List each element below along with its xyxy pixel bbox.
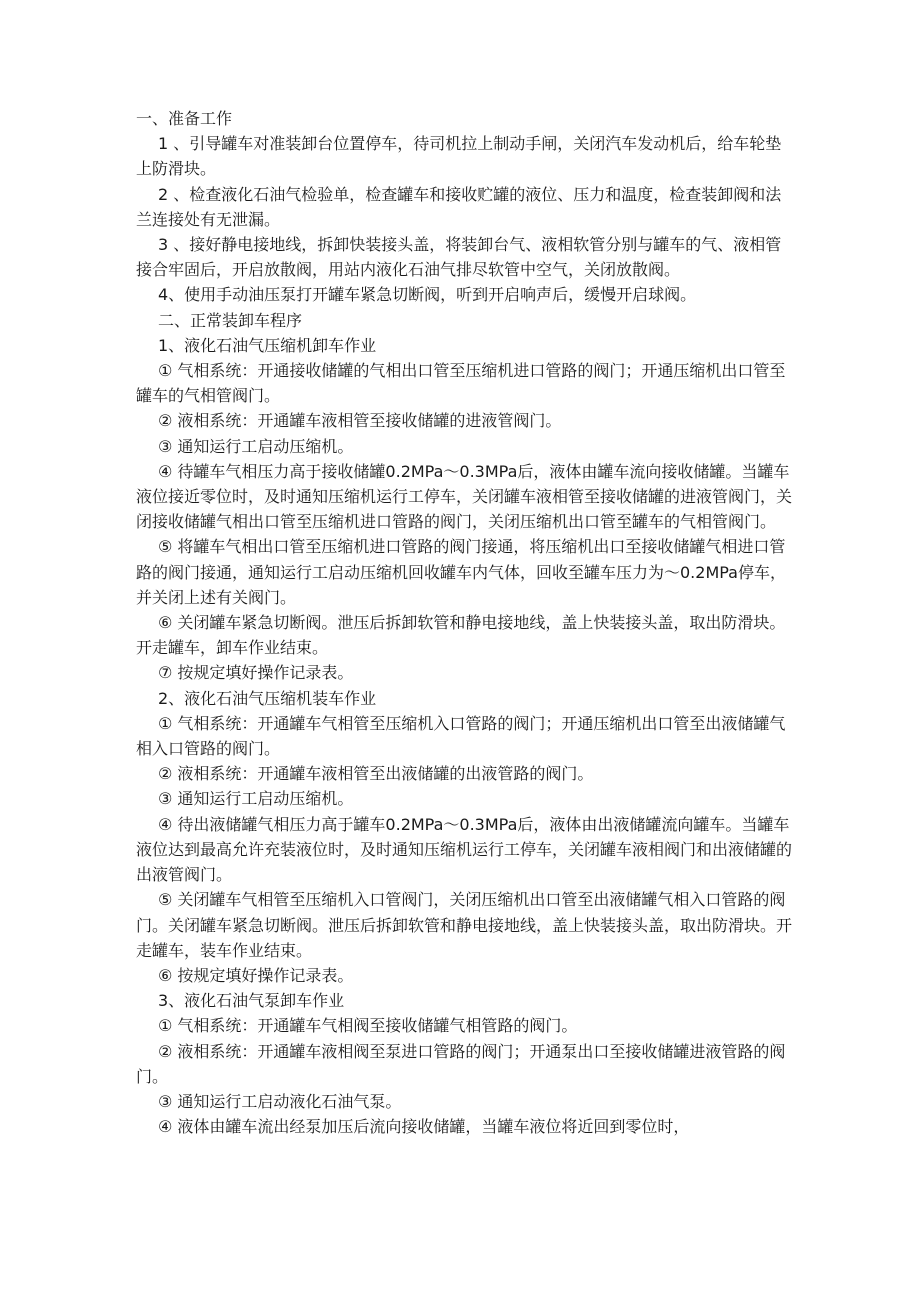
- list-item: ③ 通知运行工启动压缩机。: [158, 436, 354, 456]
- paragraph: 3 、接好静电接地线，拆卸快装接头盖，将装卸台气、液相软管分别与罐车的气、液相管接合牢固后，开启放散阀，用站内液化石油气排尽软管中空气，关闭放散阀。: [136, 235, 782, 280]
- list-item: ④ 待出液储罐气相压力高于罐车0.2MPa～0.3MPa后，液体由出液储罐流向罐车。当罐车液位达到最高允许充装液位时，及时通知压缩机运行工停车，关闭罐车液相阀门和出液储罐的出液管阀门。: [136, 814, 793, 885]
- list-item: ② 液相系统：开通罐车液相阀至泵进口管路的阀门；开通泵出口至接收储罐进液管路的阀门。: [136, 1041, 786, 1086]
- section-heading-preparation: 一、准备工作: [136, 109, 233, 128]
- list-item: ⑥ 关闭罐车紧急切断阀。泄压后拆卸软管和静电接地线，盖上快装接头盖，取出防滑块。开走罐车，卸车作业结束。: [136, 613, 786, 658]
- list-item: ⑦ 按规定填好操作记录表。: [158, 663, 354, 683]
- section-heading-procedure: 二、正常装卸车程序: [158, 310, 303, 330]
- list-item: ④ 待罐车气相压力高于接收储罐0.2MPa～0.3MPa后，液体由罐车流向接收储罐。当罐车液位接近零位时，及时通知压缩机运行工停车，关闭罐车液相管至接收储罐的进液管阀门，关闭接收储罐气相出口管至压缩机进口管路的阀门，关闭压缩机出口管至罐车的气相管阀门。: [136, 461, 793, 532]
- paragraph: 2 、检查液化石油气检验单，检查罐车和接收贮罐的液位、压力和温度，检查装卸阀和法兰连接处有无泄漏。: [136, 184, 782, 229]
- list-item: ⑥ 按规定填好操作记录表。: [158, 965, 354, 985]
- list-item: ② 液相系统：开通罐车液相管至接收储罐的进液管阀门。: [158, 411, 562, 431]
- list-item: ② 液相系统：开通罐车液相管至出液储罐的出液管路的阀门。: [158, 764, 594, 784]
- list-item: ③ 通知运行工启动压缩机。: [158, 789, 354, 809]
- paragraph: 4、使用手动油压泵打开罐车紧急切断阀，听到开启响声后，缓慢开启球阀。: [158, 285, 697, 305]
- list-item: ⑤ 将罐车气相出口管至压缩机进口管路的阀门接通，将压缩机出口至接收储罐气相进口管路的阀门接通，通知运行工启动压缩机回收罐车内气体，回收至罐车压力为～0.2MPa停车，并关闭上述有关阀门。: [136, 537, 786, 607]
- list-item: ① 气相系统：开通罐车气相阀至接收储罐气相管路的阀门。: [158, 1016, 578, 1036]
- list-item: ① 气相系统：开通罐车气相管至压缩机入口管路的阀门；开通压缩机出口管至出液储罐气相入口管路的阀门。: [136, 713, 786, 759]
- list-item: ⑤ 关闭罐车气相管至压缩机入口管阀门，关闭压缩机出口管至出液储罐气相入口管路的阀门。关闭罐车紧急切断阀。泄压后拆卸软管和静电接地线，盖上快装接头盖，取出防滑块。开走罐车，装车作业结束。: [136, 890, 793, 960]
- list-item: ④ 液体由罐车流出经泵加压后流向接收储罐，当罐车液位将近回到零位时，: [158, 1117, 690, 1137]
- document-body: [136, 106, 794, 1139]
- list-item: ③ 通知运行工启动液化石油气泵。: [158, 1091, 402, 1111]
- subsection-heading: 2、液化石油气压缩机装车作业: [158, 688, 377, 708]
- subsection-heading: 3、液化石油气泵卸车作业: [158, 991, 345, 1011]
- subsection-heading: 1、液化石油气压缩机卸车作业: [158, 335, 377, 355]
- list-item: ① 气相系统：开通接收储罐的气相出口管至压缩机进口管路的阀门；开通压缩机出口管至罐车的气相管阀门。: [136, 361, 786, 406]
- paragraph: 1 、引导罐车对准装卸台位置停车，待司机拉上制动手闸，关闭汽车发动机后，给车轮垫上防滑块。: [136, 134, 782, 179]
